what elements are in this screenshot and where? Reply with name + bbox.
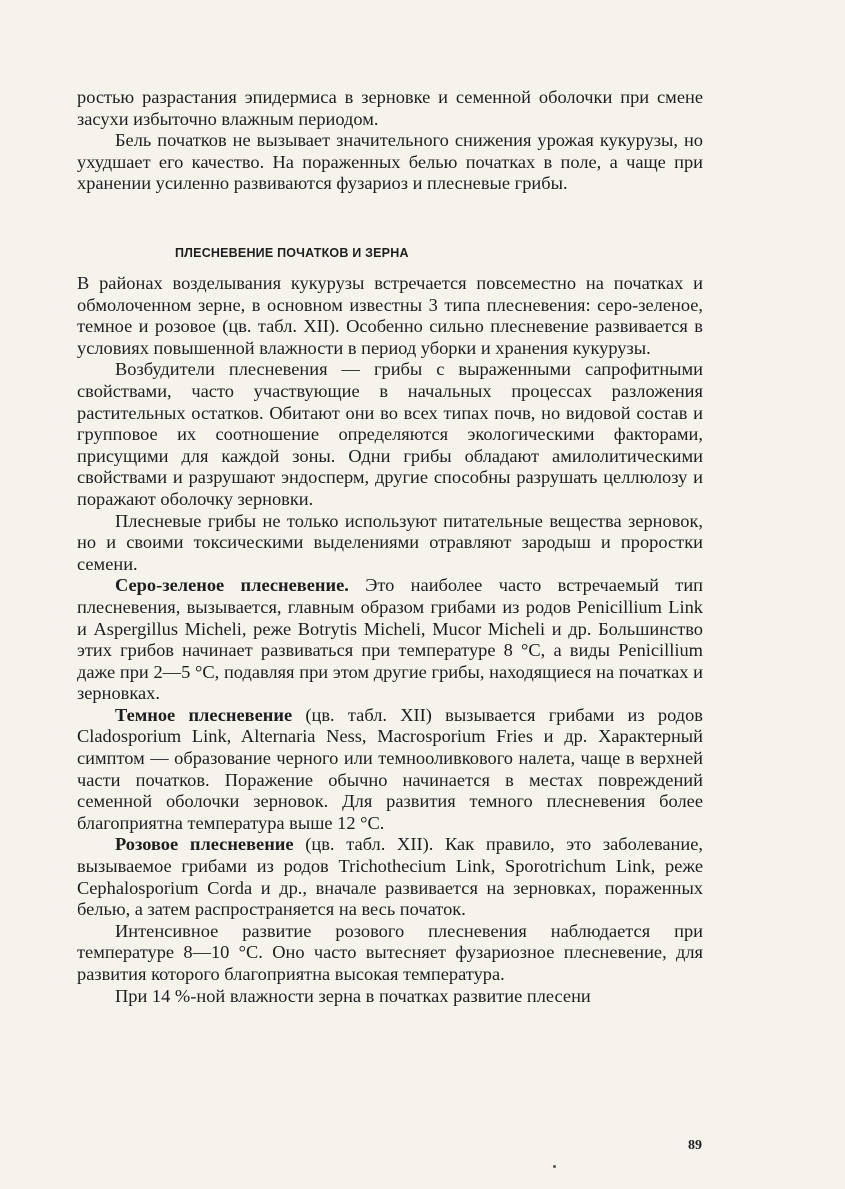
paragraph-lead: Серо-зеленое плесневение. [115,575,349,596]
paragraph [77,273,703,359]
paragraph-continuation: ростью разрастания эпидермиса в зерновке и семенной оболочки при смене засухи избыточно влажным периодом. [77,87,703,129]
paragraph [77,511,703,576]
paragraph-text: В районах возделывания кукурузы встречается повсеместно на початках и обмолоченном зерне, в основном известны 3 типа плесневения: серо-зеленое, темное и розовое (цв. табл. XII). Особенно сильно плесневение развивается в условиях повышенной влажности в период уборки и хранения кукурузы. [77,273,703,358]
paragraph [77,986,703,1008]
paragraph [77,359,703,510]
main-text-block [77,273,703,1007]
paragraph-text: (цв. табл. XII) вызывается грибами из родов Cladosporium Link, Alternaria Ness, Macrosporium Fries и др. Характерный симптом — образование черного или темнооливкового налета, чаще в верхней части початков. Поражение обычно начинается в местах повреждений семенной оболочки зерновок. Для развития темного плесневения более благоприятна температура выше 12 °С. [77,704,703,833]
paragraph-text: Плесневые грибы не только используют питательные вещества зерновок, но и своими токсическими выделениями отравляют зародыш и проростки семени. [77,510,703,574]
paragraph-text: Возбудители плесневения — грибы с выраженными сапрофитными свойствами, часто участвующие в начальных процессах разложения растительных остатков. Обитают они во всех типах почв, но видовой состав и групповое их соотношение определяются экологическими факторами, присущими для каждой зоны. Одни грибы обладают амилолитическими свойствами и разрушают эндосперм, другие способны разрушать целлюлозу и поражают оболочку зерновки. [77,359,703,509]
top-text-block [77,87,703,195]
paragraph [77,834,703,920]
paragraph [77,575,703,705]
paragraph-lead: Розовое плесневение [115,834,294,855]
section-heading: ПЛЕСНЕВЕНИЕ ПОЧАТКОВ И ЗЕРНА [175,246,409,260]
paragraph-text: Это наиболее часто встречаемый тип плесневения, вызывается, главным образом грибами из родов Penicillium Link и Aspergillus Micheli, реже Botrytis Micheli, Mucor Micheli и др. Большинство этих грибов начинает развиваться при температуре 8 °С, а виды Penicillium даже при 2—5 °С, подавляя при этом другие грибы, находящиеся на початках и зерновках. [77,575,704,704]
page-number: 89 [688,1138,702,1153]
paragraph [77,921,703,986]
paragraph [77,705,703,835]
paragraph-lead: Темное плесневение [115,704,293,725]
paragraph-text: При 14 %-ной влажности зерна в початках развитие плесени [115,985,591,1006]
print-speck [553,1165,556,1168]
paragraph-text: (цв. табл. XII). Как правило, это заболевание, вызываемое грибами из родов Trichothecium Link, Sporotrichum Link, реже Cephalosporium Corda и др., вначале развивается на зерновках, пораженных белью, а затем распространяется на весь початок. [77,834,703,920]
paragraph-text: Интенсивное развитие розового плесневения наблюдается при температуре 8—10 °С. Оно часто вытесняет фузариозное плесневение, для развития которого благоприятна высокая температура. [77,920,703,984]
paragraph: Бель початков не вызывает значительного снижения урожая кукурузы, но ухудшает его качество. На пораженных белью початках в поле, а чаще при хранении усиленно развиваются фузариоз и плесневые грибы. [77,130,703,194]
